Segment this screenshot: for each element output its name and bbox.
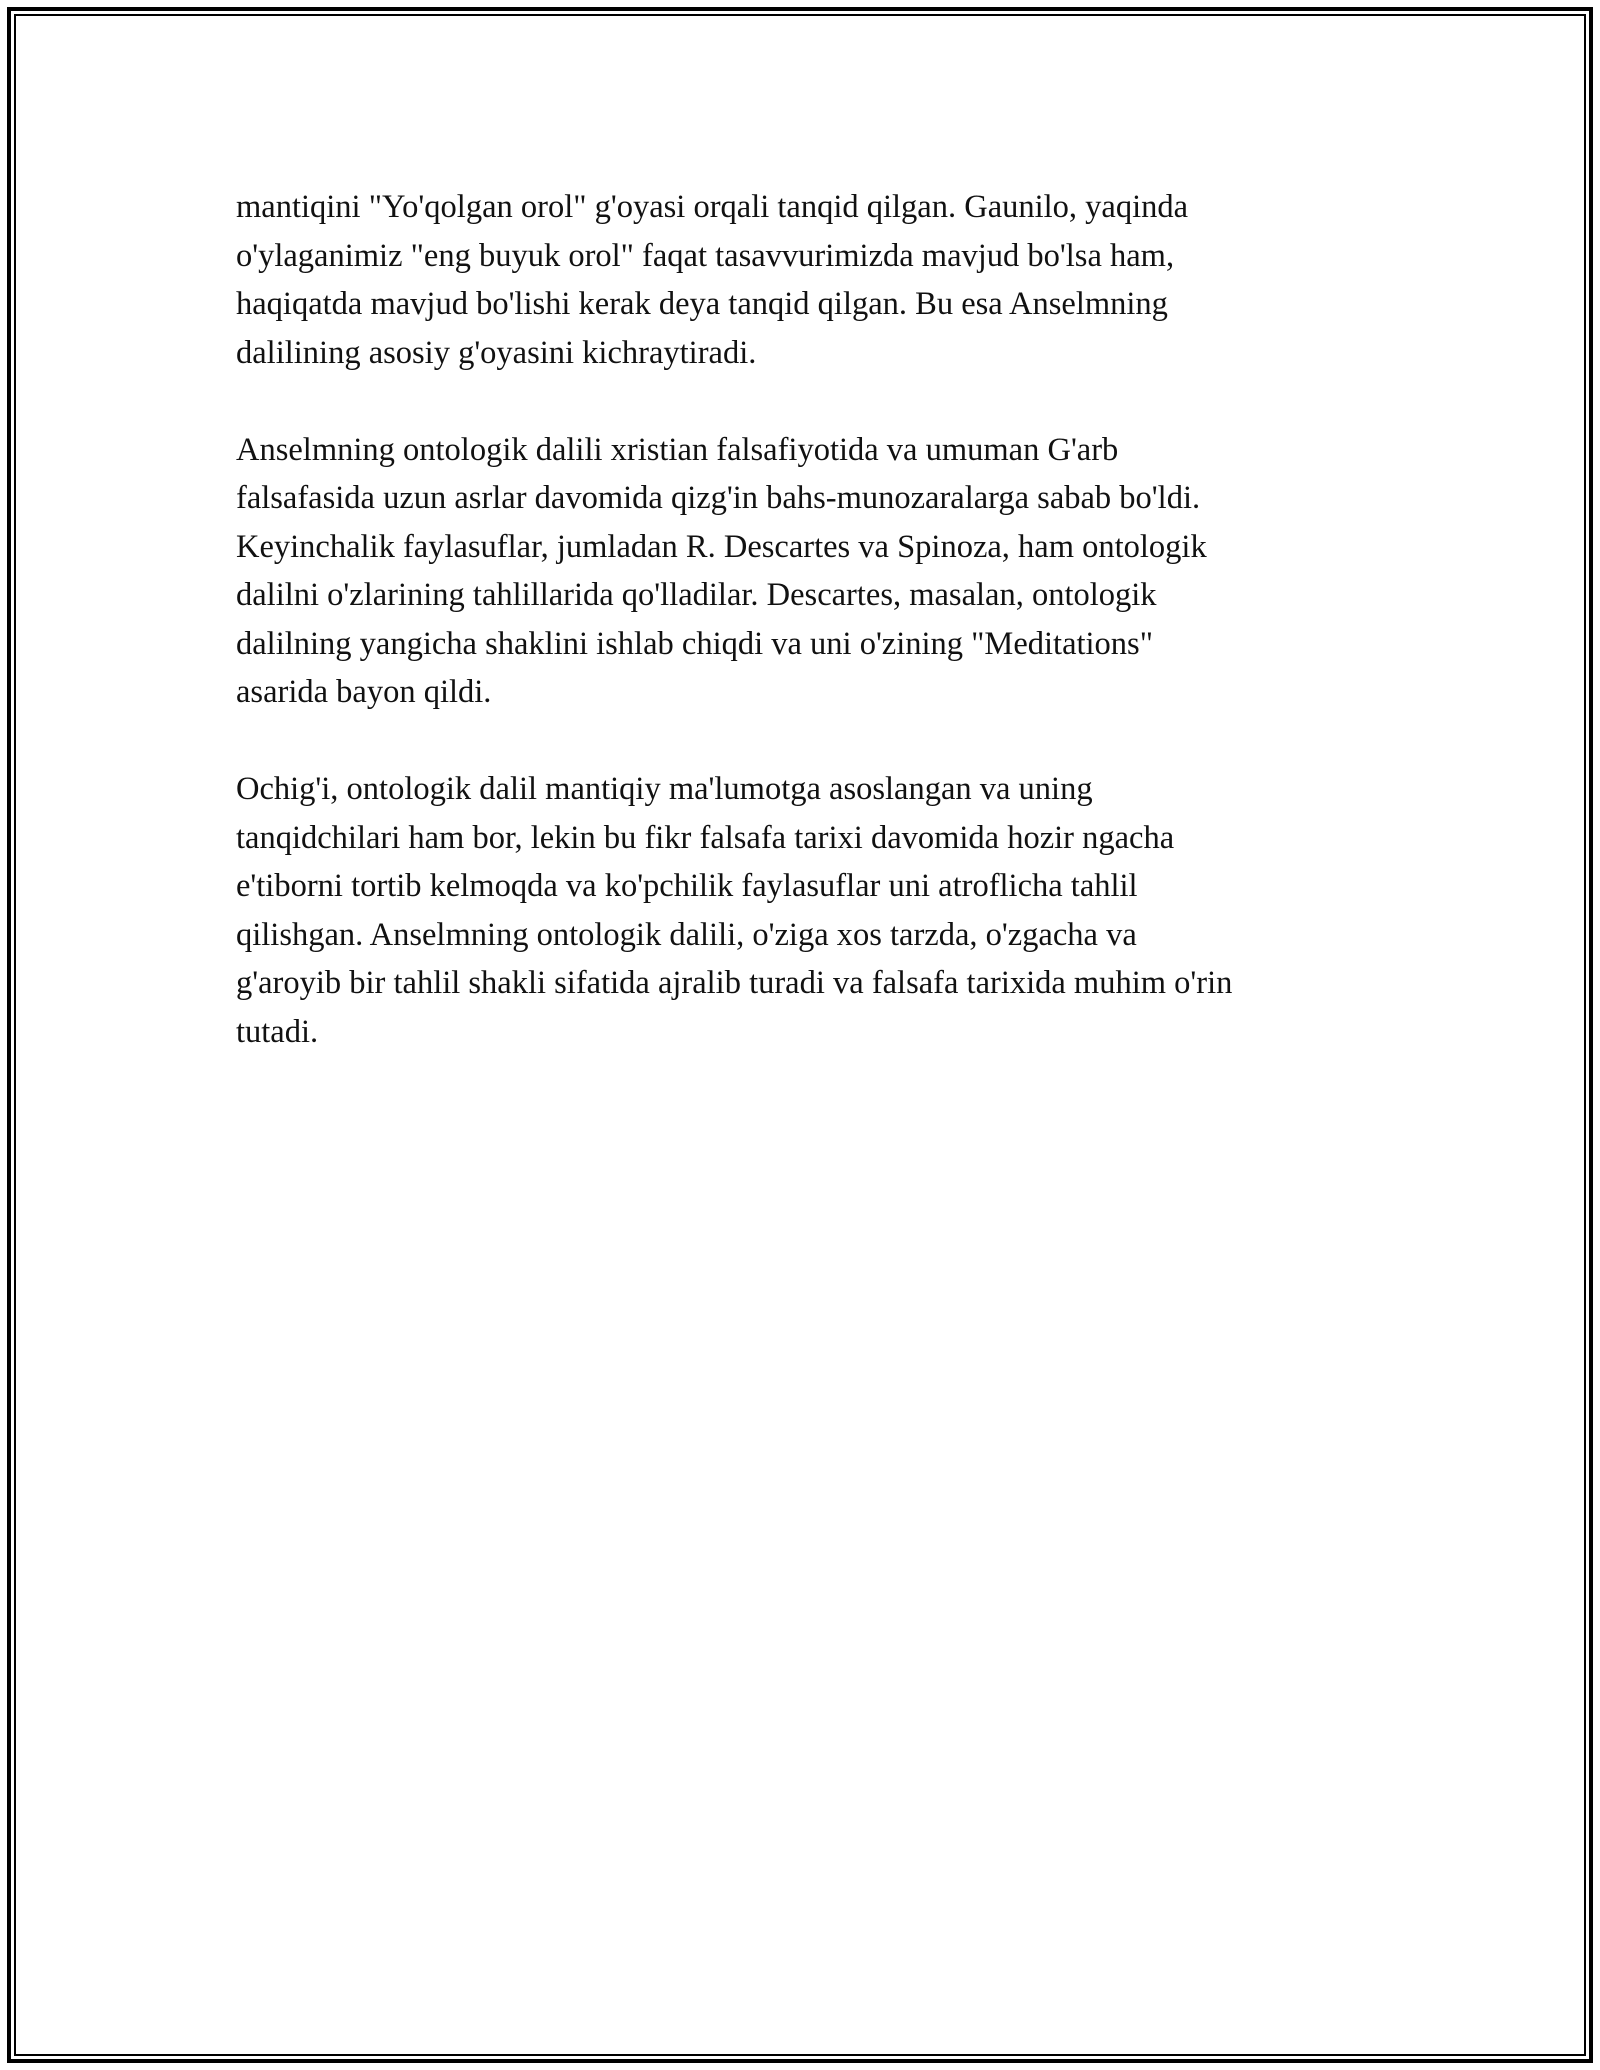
text-line: dalilning yangicha shaklini ishlab chiqdi va uni o'zining "Meditations"	[236, 625, 1153, 662]
text-line: o'ylaganimiz "eng buyuk orol" faqat tasavvurimizda mavjud bo'lsa ham,	[236, 237, 1175, 274]
text-line: dalilni o'zlarining tahlillarida qo'lladilar. Descartes, masalan, ontologik	[236, 577, 1157, 613]
text-line: dalilining asosiy g'oyasini kichraytiradi.	[236, 334, 757, 371]
text-line: qilishgan. Anselmning ontologik dalili, o'ziga xos tarzda, o'zgacha va	[236, 916, 1137, 953]
text-line: Ochig'i, ontologik dalil mantiqiy ma'lumotga asoslangan va uning	[236, 771, 1093, 807]
text-line: g'aroyib bir tahlil shakli sifatida ajralib turadi va falsafa tarixida muhim o'rin	[236, 965, 1233, 1001]
text-line: tanqidchilari ham bor, lekin bu fikr falsafa tarixi davomida hozir ngacha	[236, 819, 1175, 856]
paragraph-2	[236, 426, 1376, 717]
text-line: falsafasida uzun asrlar davomida qizg'in bahs-munozaralarga sabab bo'ldi.	[236, 480, 1201, 516]
text-line: Anselmning ontologik dalili xristian falsafiyotida va umuman G'arb	[236, 431, 1119, 468]
text-line: Keyinchalik faylasuflar, jumladan R. Descartes va Spinoza, ham ontologik	[236, 528, 1207, 565]
document-body	[236, 183, 1376, 1105]
text-line: mantiqini "Yo'qolgan orol" g'oyasi orqali tanqid qilgan. Gaunilo, yaqinda	[236, 189, 1189, 225]
paragraph-1	[236, 183, 1376, 377]
text-line: haqiqatda mavjud bo'lishi kerak deya tanqid qilgan. Bu esa Anselmning	[236, 286, 1168, 322]
paragraph-3	[236, 765, 1376, 1056]
text-line: tutadi.	[236, 1013, 319, 1050]
text-line: asarida bayon qildi.	[236, 674, 492, 710]
text-line: e'tiborni tortib kelmoqda va ko'pchilik faylasuflar uni atroflicha tahlil	[236, 868, 1138, 904]
